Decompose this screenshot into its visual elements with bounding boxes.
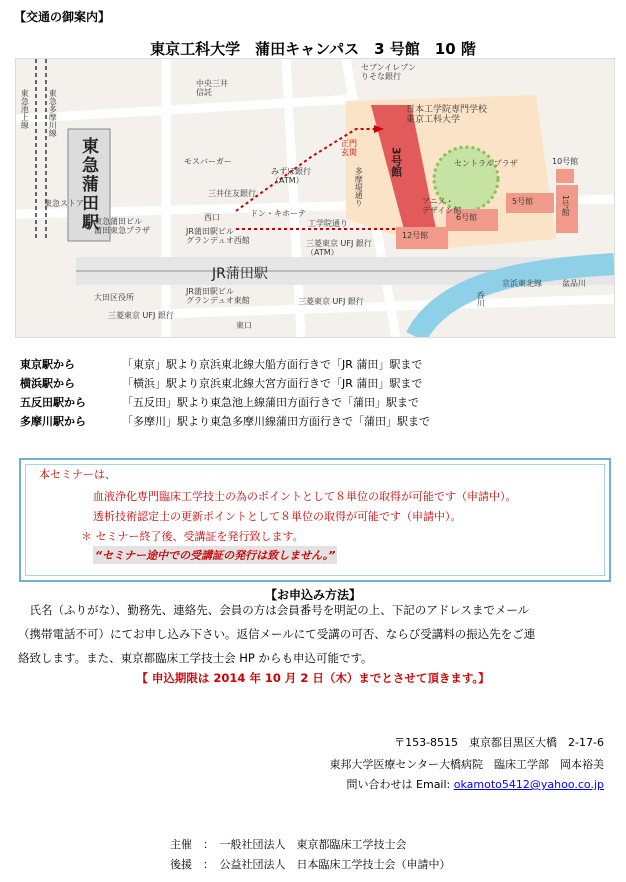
route-row (20, 375, 620, 394)
map-label-mitsui-sumitomo: 三井住友銀行 (208, 189, 256, 198)
route-station: 五反田駅から (20, 396, 86, 409)
route-row (20, 356, 620, 375)
map-label-tokyu-store: 東急ストア (44, 199, 84, 208)
map-label-ota-ku: 大田区役所 (94, 293, 134, 302)
route-station: 東京駅から (20, 358, 75, 371)
access-map (15, 58, 615, 338)
map-label-bldg12: 12号館 (402, 231, 429, 240)
contact-email-prefix: 問い合わせは Email: (346, 778, 454, 791)
application-para-3: 絡致します。また、東京都臨床工学技士会 HP からも申込可能です。 (18, 651, 373, 665)
application-para-2: （携帯電話不可）にてお申し込み下さい。返信メールにて受講の可否、ならび受講料の振込先をご連 (18, 627, 536, 641)
map-label-central-plaza: セントラルプラザ (454, 159, 518, 168)
map-label-jr-station: JR蒲田駅 (212, 266, 268, 282)
route-station: 横浜駅から (20, 377, 75, 390)
map-label-tamagawa-st: 多摩堤通り (354, 167, 364, 207)
contact-email-line (347, 776, 604, 792)
map-label-seven: セブンイレブン りそな銀行 (361, 63, 416, 82)
map-label-bldg10: 10号館 (552, 157, 579, 166)
sponsor-host: 主催 ： 一般社団法人 東京都臨床工学技士会 (170, 838, 407, 851)
sponsor-support: 後援 ： 公益社団法人 日本臨床工学技士会（申請中） (170, 858, 451, 871)
contact-email-link[interactable]: okamoto5412@yahoo.co.jp (453, 778, 604, 791)
map-label-nihon-kogakuin: 日本工学院専門学校 東京工科大学 (406, 105, 488, 126)
map-label-mos: モスバーガー (184, 157, 232, 166)
map-label-kogakuin-dori: 工学院通り (308, 219, 348, 228)
map-label-river: 呑川 (476, 291, 486, 307)
map-label-bldg3: 3号館 (389, 147, 403, 177)
map-label-mizuho: みずほ銀行 （ATM） (271, 167, 311, 186)
map-label-keihin: 京浜東北線 (502, 279, 542, 288)
route-text: 「東京」駅より京浜東北線大船方面行きで「JR 蒲田」駅まで (122, 358, 423, 371)
map-label-higashiguchi: 東口 (236, 321, 252, 330)
map-label-don-ki: ドン・キホーテ (250, 209, 306, 218)
map-label-nishiguchi: 西口 (204, 213, 220, 222)
route-row (20, 413, 620, 432)
route-text: 「多摩川」駅より東急多摩川線蒲田方面行きで「蒲田」駅まで (122, 415, 430, 428)
contact-org: 東邦大学医療センター大橋病院 臨床工学部 岡本裕美 (329, 758, 604, 771)
map-label-tamagawa-line: 東急多摩川線 (48, 89, 58, 137)
venue-title: 東京工科大学 蒲田キャンパス 3 号館 10 階 (150, 40, 476, 58)
map-label-ufj3: 三菱東京 UFJ 銀行 (298, 297, 364, 306)
seminar-highlight: “セミナー途中での受講証の発行は致しません。” (93, 546, 337, 564)
route-list (20, 356, 620, 432)
map-label-tokyu-line: 東急池上線 (20, 89, 30, 129)
route-text: 「横浜」駅より京浜東北線大宮方面行きで「JR 蒲田」駅まで (122, 377, 423, 390)
map-label-bldg5: 5号館 (512, 197, 534, 206)
section-header: 【交通の御案内】 (14, 10, 111, 24)
route-text: 「五反田」駅より東急池上線蒲田方面行きで「蒲田」駅まで (122, 396, 419, 409)
seminar-line1: 本セミナーは、 (39, 468, 116, 481)
route-station: 多摩川駅から (20, 415, 86, 428)
map-label-tsu: 盆品川 (562, 279, 586, 288)
route-row (20, 394, 620, 413)
seminar-line3: 透析技術認定士の更新ポイントとして８単位の取得が可能です（申請中）。 (93, 510, 462, 523)
application-heading: 【お申込み方法】 (264, 588, 361, 602)
map-label-bldg1: 1号館 (561, 195, 571, 217)
map-label-ufj2: 三菱東京 UFJ 銀行 (108, 311, 174, 320)
application-deadline: 【 申込期限は 2014 年 10 月 2 日（木）までとさせて頂きます。】 (136, 671, 490, 685)
contact-address: 〒153-8515 東京都目黒区大橋 2-17-6 (394, 736, 604, 749)
map-label-ufj1: 三菱東京 UFJ 銀行 （ATM） (306, 239, 372, 258)
application-para-1: 氏名（ふりがな）、勤務先、連絡先、会員の方は会員番号を明記の上、下記のアドレスまでメール (18, 603, 530, 617)
seminar-line4: ＊ セミナー終了後、受講証を発行致します。 (81, 530, 304, 543)
map-label-jr-bldg: JR蒲田駅ビル グランデュオ西館 (186, 227, 250, 246)
map-label-seimon: 正門 玄関 (341, 139, 357, 158)
map-label-tokyu-station: 東急蒲田駅 (78, 137, 98, 232)
map-label-chuo-mitsui: 中央三井 信託 (196, 79, 228, 98)
map-label-anime: アニメ・ デザイン館 (422, 197, 462, 216)
map-label-tokyu-bldg: 東急蒲田ビル 蒲田東急プラザ (94, 217, 150, 236)
seminar-notice-box (19, 458, 611, 582)
map-label-bldg6: 6号館 (456, 213, 478, 222)
map-label-jr-east: JR蒲田駅ビル グランデュオ東館 (186, 287, 250, 306)
seminar-line2: 血液浄化専門臨床工学技士の為のポイントとして８単位の取得が可能です（申請中）。 (93, 490, 517, 503)
bldg10-shape (556, 169, 574, 183)
